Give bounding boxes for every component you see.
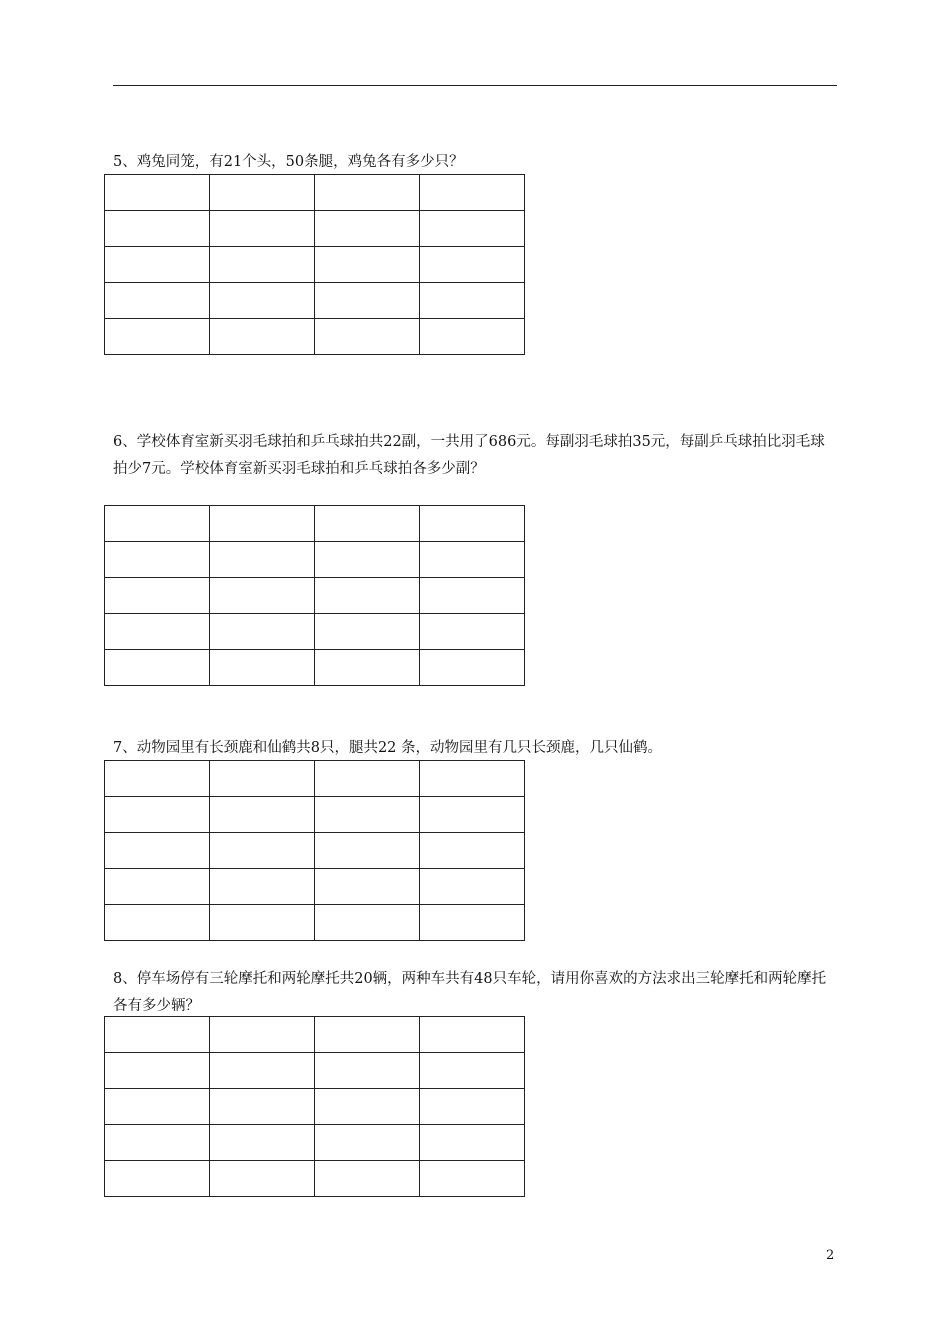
problem-5-text: 5、鸡兔同笼，有21个头，50条腿，鸡兔各有多少只？ <box>113 154 464 170</box>
grid-cell[interactable] <box>210 247 315 283</box>
table-row <box>105 797 525 833</box>
grid-cell[interactable] <box>315 542 420 578</box>
problem-6-answer-grid <box>104 505 525 686</box>
grid-cell[interactable] <box>105 1125 210 1161</box>
grid-cell[interactable] <box>105 1053 210 1089</box>
grid-cell[interactable] <box>420 506 525 542</box>
grid-cell[interactable] <box>210 506 315 542</box>
grid-cell[interactable] <box>420 650 525 686</box>
grid-cell[interactable] <box>420 761 525 797</box>
table-row <box>105 1053 525 1089</box>
grid-cell[interactable] <box>420 542 525 578</box>
grid-cell[interactable] <box>420 319 525 355</box>
grid-cell[interactable] <box>105 1017 210 1053</box>
grid-cell[interactable] <box>105 506 210 542</box>
grid-cell[interactable] <box>315 211 420 247</box>
grid-cell[interactable] <box>105 797 210 833</box>
table-row <box>105 1125 525 1161</box>
table-row <box>105 578 525 614</box>
problem-8-answer-grid <box>104 1016 525 1197</box>
problem-6-text: 6、学校体育室新买羽毛球拍和乒乓球拍共22副，一共用了686元。每副羽毛球拍35元，每副乒乓球拍比羽毛球拍少7元。学校体育室新买羽毛球拍和乒乓球拍各多少副？ <box>113 434 825 477</box>
table-row <box>105 614 525 650</box>
grid-cell[interactable] <box>420 247 525 283</box>
grid-cell[interactable] <box>315 283 420 319</box>
grid-cell[interactable] <box>315 905 420 941</box>
grid-cell[interactable] <box>105 542 210 578</box>
grid-cell[interactable] <box>315 506 420 542</box>
grid-cell[interactable] <box>420 869 525 905</box>
grid-cell[interactable] <box>210 1125 315 1161</box>
table-row <box>105 319 525 355</box>
grid-cell[interactable] <box>105 578 210 614</box>
grid-cell[interactable] <box>315 578 420 614</box>
grid-cell[interactable] <box>420 283 525 319</box>
problem-5-answer-grid <box>104 174 525 355</box>
grid-cell[interactable] <box>420 905 525 941</box>
grid-cell[interactable] <box>315 869 420 905</box>
grid-cell[interactable] <box>210 869 315 905</box>
grid-cell[interactable] <box>210 650 315 686</box>
grid-cell[interactable] <box>210 1053 315 1089</box>
grid-cell[interactable] <box>105 1089 210 1125</box>
grid-cell[interactable] <box>210 211 315 247</box>
grid-cell[interactable] <box>105 833 210 869</box>
table-row <box>105 650 525 686</box>
table-row <box>105 283 525 319</box>
problem-7-text: 7、动物园里有长颈鹿和仙鹤共8只，腿共22 条，动物园里有几只长颈鹿，几只仙鹤。 <box>113 740 663 756</box>
grid-cell[interactable] <box>210 1089 315 1125</box>
problem-8-text: 8、停车场停有三轮摩托和两轮摩托共20辆，两种车共有48只车轮，请用你喜欢的方法求出三轮摩托和两轮摩托各有多少辆？ <box>113 971 827 1014</box>
grid-cell[interactable] <box>210 542 315 578</box>
grid-cell[interactable] <box>420 1089 525 1125</box>
table-row <box>105 247 525 283</box>
grid-cell[interactable] <box>105 1161 210 1197</box>
grid-cell[interactable] <box>210 283 315 319</box>
table-row <box>105 1017 525 1053</box>
table-row <box>105 1161 525 1197</box>
grid-cell[interactable] <box>315 797 420 833</box>
grid-cell[interactable] <box>315 614 420 650</box>
table-row <box>105 869 525 905</box>
grid-cell[interactable] <box>315 650 420 686</box>
table-row <box>105 833 525 869</box>
header-rule <box>113 85 837 86</box>
table-row <box>105 211 525 247</box>
grid-cell[interactable] <box>315 1017 420 1053</box>
table-row <box>105 1089 525 1125</box>
grid-cell[interactable] <box>315 319 420 355</box>
grid-cell[interactable] <box>420 211 525 247</box>
grid-cell[interactable] <box>420 614 525 650</box>
problem-7-answer-grid <box>104 760 525 941</box>
table-row <box>105 542 525 578</box>
grid-cell[interactable] <box>420 1161 525 1197</box>
table-row <box>105 761 525 797</box>
grid-cell[interactable] <box>420 1125 525 1161</box>
grid-cell[interactable] <box>420 797 525 833</box>
grid-cell[interactable] <box>210 175 315 211</box>
grid-cell[interactable] <box>315 833 420 869</box>
grid-cell[interactable] <box>210 905 315 941</box>
table-row <box>105 905 525 941</box>
grid-cell[interactable] <box>420 578 525 614</box>
grid-cell[interactable] <box>210 833 315 869</box>
grid-cell[interactable] <box>315 175 420 211</box>
grid-cell[interactable] <box>105 761 210 797</box>
grid-cell[interactable] <box>210 797 315 833</box>
grid-cell[interactable] <box>420 833 525 869</box>
grid-cell[interactable] <box>105 211 210 247</box>
grid-cell[interactable] <box>105 319 210 355</box>
grid-cell[interactable] <box>315 1125 420 1161</box>
grid-cell[interactable] <box>315 1053 420 1089</box>
grid-cell[interactable] <box>105 175 210 211</box>
grid-cell[interactable] <box>315 247 420 283</box>
grid-cell[interactable] <box>105 650 210 686</box>
grid-cell[interactable] <box>210 1017 315 1053</box>
grid-cell[interactable] <box>315 1161 420 1197</box>
table-row <box>105 506 525 542</box>
grid-cell[interactable] <box>105 247 210 283</box>
table-row <box>105 175 525 211</box>
grid-cell[interactable] <box>420 1017 525 1053</box>
grid-cell[interactable] <box>420 175 525 211</box>
grid-cell[interactable] <box>210 319 315 355</box>
grid-cell[interactable] <box>315 1089 420 1125</box>
grid-cell[interactable] <box>105 614 210 650</box>
grid-cell[interactable] <box>105 283 210 319</box>
grid-cell[interactable] <box>420 1053 525 1089</box>
grid-cell[interactable] <box>105 869 210 905</box>
grid-cell[interactable] <box>210 614 315 650</box>
grid-cell[interactable] <box>315 761 420 797</box>
grid-cell[interactable] <box>210 761 315 797</box>
grid-cell[interactable] <box>210 1161 315 1197</box>
grid-cell[interactable] <box>210 578 315 614</box>
grid-cell[interactable] <box>105 905 210 941</box>
page-number: 2 <box>826 1248 835 1263</box>
